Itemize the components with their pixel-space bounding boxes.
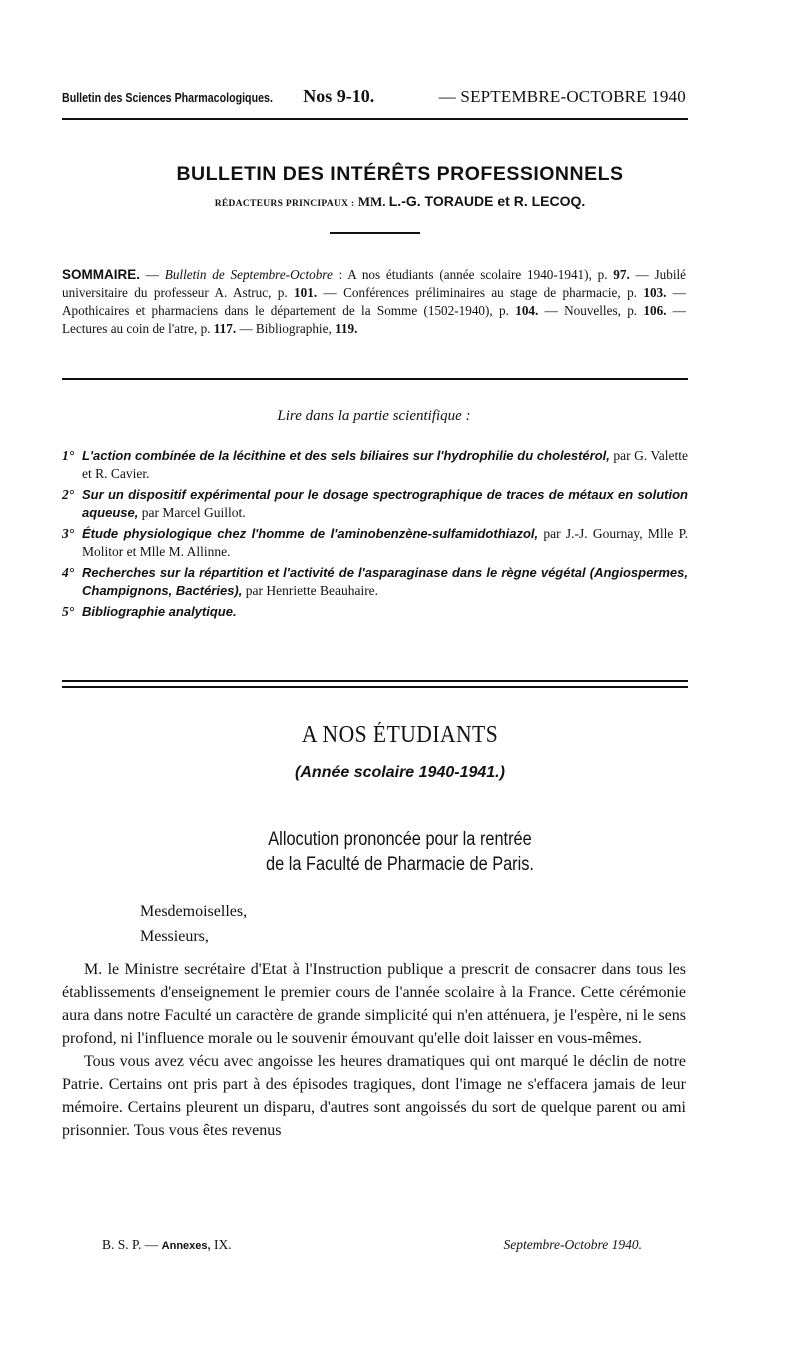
contents-title: L'action combinée de la lécithine et des sels biliaires sur l'hydrophilie du cholestérol, — [82, 448, 610, 463]
body-paragraph: M. le Ministre secrétaire d'Etat à l'Instruction publique a prescrit de consacrer dans tous les établissements d'enseignement le premier cours de l'année scolaire à la France. Cette cérémonie aura dans notre Faculté un caractère de grande simplicité qui n'en atténuera, je l'espère, ni le sens profond, ni l'influence morale ou le souvenir émouvant qu'elle doit laisser en vous-mêmes. — [62, 961, 686, 1047]
journal-name: Bulletin des Sciences Pharmacologiques. — [62, 90, 273, 105]
contents-number: 4° — [62, 565, 75, 580]
sommaire-entry: — Conférences préliminaires au stage de pharmacie, p. — [317, 285, 644, 300]
issue-number: Nos 9-10. — [303, 86, 375, 106]
contents-item — [62, 525, 688, 560]
salutation-line-2: Messieurs, — [140, 928, 209, 945]
sommaire-rule — [62, 378, 688, 380]
salutation — [140, 899, 247, 949]
allocution-line-2: de la Faculté de Pharmacie de Paris. — [266, 854, 534, 875]
sommaire-page: 106. — [643, 303, 667, 318]
article-subtitle: (Année scolaire 1940-1941.) — [295, 764, 505, 781]
sommaire-entry: — Bibliographie, — [236, 321, 336, 336]
sommaire-entry: — Apothicaires et pharmaciens dans le département de la Somme (1502-1940), p. — [62, 285, 686, 318]
contents-title: Recherches sur la répartition et l'activité de l'asparaginase dans le règne végétal (Angiospermes, Champignons, Bactéries), — [82, 565, 688, 598]
allocution-line-1: Allocution prononcée pour la rentrée — [268, 829, 532, 850]
allocution-heading — [56, 827, 744, 877]
editors-names: L.-G. TORAUDE et R. LECOQ. — [388, 193, 586, 209]
sommaire-entry-title: Bulletin de Septembre-Octobre — [164, 267, 333, 282]
contents-item — [62, 486, 688, 521]
contents-title: Étude physiologique chez l'homme de l'aminobenzène-sulfamidothiazol, — [82, 526, 539, 541]
contents-title: Sur un dispositif expérimental pour le dosage spectrographique de traces de métaux en solution aqueuse, — [82, 487, 688, 520]
footer-prefix: B. S. P. — — [102, 1237, 159, 1252]
sommaire-entry: — Nouvelles, p. — [538, 303, 644, 318]
sommaire-entry: : A nos étudiants (année scolaire 1940-1941), p. — [332, 267, 614, 282]
contents-title: Bibliographie analytique. — [82, 604, 237, 619]
sommaire-page: 97. — [613, 267, 630, 282]
contents-authors: par Marcel Guillot. — [138, 504, 246, 520]
contents-authors: par G. Valette et R. Cavier. — [82, 448, 688, 481]
double-rule-top — [62, 680, 688, 682]
sommaire-page: 117. — [213, 321, 237, 336]
article-title: A NOS ÉTUDIANTS — [301, 722, 499, 748]
running-head — [62, 86, 686, 107]
footer-volume: IX. — [213, 1237, 232, 1252]
sommaire-page: 103. — [643, 285, 667, 300]
contents-authors: par Henriette Beauhaire. — [242, 582, 379, 598]
page-footer — [102, 1237, 642, 1253]
sommaire: SOMMAIRE. — Bulletin de Septembre-Octobre : A nos étudiants (année scolaire 1940-1941), p. 97. — Jubilé universitaire du professeur A. Astruc, p. 101. — Conférences préliminaires au stage de pharmacie, p. 103. — Apothicaires et pharmaciens dans le département de la Somme (1502-1940), p. 104. — Nouvelles, p. 106. — Lectures au coin de l'atre, p. 117. — Bibliographie, 119. — [62, 267, 686, 336]
bulletin-title: BULLETIN DES INTÉRÊTS PROFESSIONNELS — [176, 163, 624, 185]
lire-heading: Lire dans la partie scientifique : — [277, 408, 471, 424]
sommaire-page: 119. — [335, 321, 358, 336]
contents-number: 1° — [62, 448, 75, 463]
contents-number: 2° — [62, 487, 75, 502]
short-rule — [330, 232, 420, 234]
issue-date: — SEPTEMBRE-OCTOBRE 1940 — [438, 87, 686, 106]
footer-left — [102, 1237, 232, 1253]
editors-line — [0, 193, 800, 210]
sommaire-page: 101. — [294, 285, 318, 300]
contents-number: 5° — [62, 604, 75, 619]
article-body — [62, 958, 686, 1142]
salutation-line-1: Mesdemoiselles, — [140, 903, 248, 920]
sommaire-page: 104. — [515, 303, 539, 318]
footer-date: Septembre-Octobre 1940. — [503, 1237, 642, 1252]
body-paragraph: Tous vous avez vécu avec angoisse les heures dramatiques qui ont marqué le déclin de notre Patrie. Certains ont pris part à des épisodes tragiques, dont l'image ne s'effacera jamais de leur mémoire. Certains pleurent un disparu, d'autres sont angoissés du sort de quelque parent ou ami prisonnier. Tous vous êtes revenus — [62, 1053, 686, 1139]
top-rule — [62, 118, 688, 120]
double-rule-bottom — [62, 686, 688, 688]
editors-label: RÉDACTEURS PRINCIPAUX : — [214, 199, 355, 209]
footer-annexes: Annexes, — [161, 1240, 211, 1252]
sommaire-entry: — Lectures au coin de l'atre, p. — [62, 303, 686, 336]
contents-item — [62, 564, 688, 599]
sommaire-entry: — Jubilé universitaire du professeur A. Astruc, p. — [62, 267, 686, 300]
contents-item — [62, 603, 688, 621]
sommaire-label: SOMMAIRE. — [62, 267, 141, 282]
contents-authors: par J.-J. Gournay, Mlle P. Molitor et Mlle M. Allinne. — [82, 526, 689, 559]
scientific-contents — [62, 447, 688, 625]
contents-item — [62, 447, 688, 482]
contents-number: 3° — [62, 526, 75, 541]
editors-mm: MM. — [357, 194, 386, 209]
